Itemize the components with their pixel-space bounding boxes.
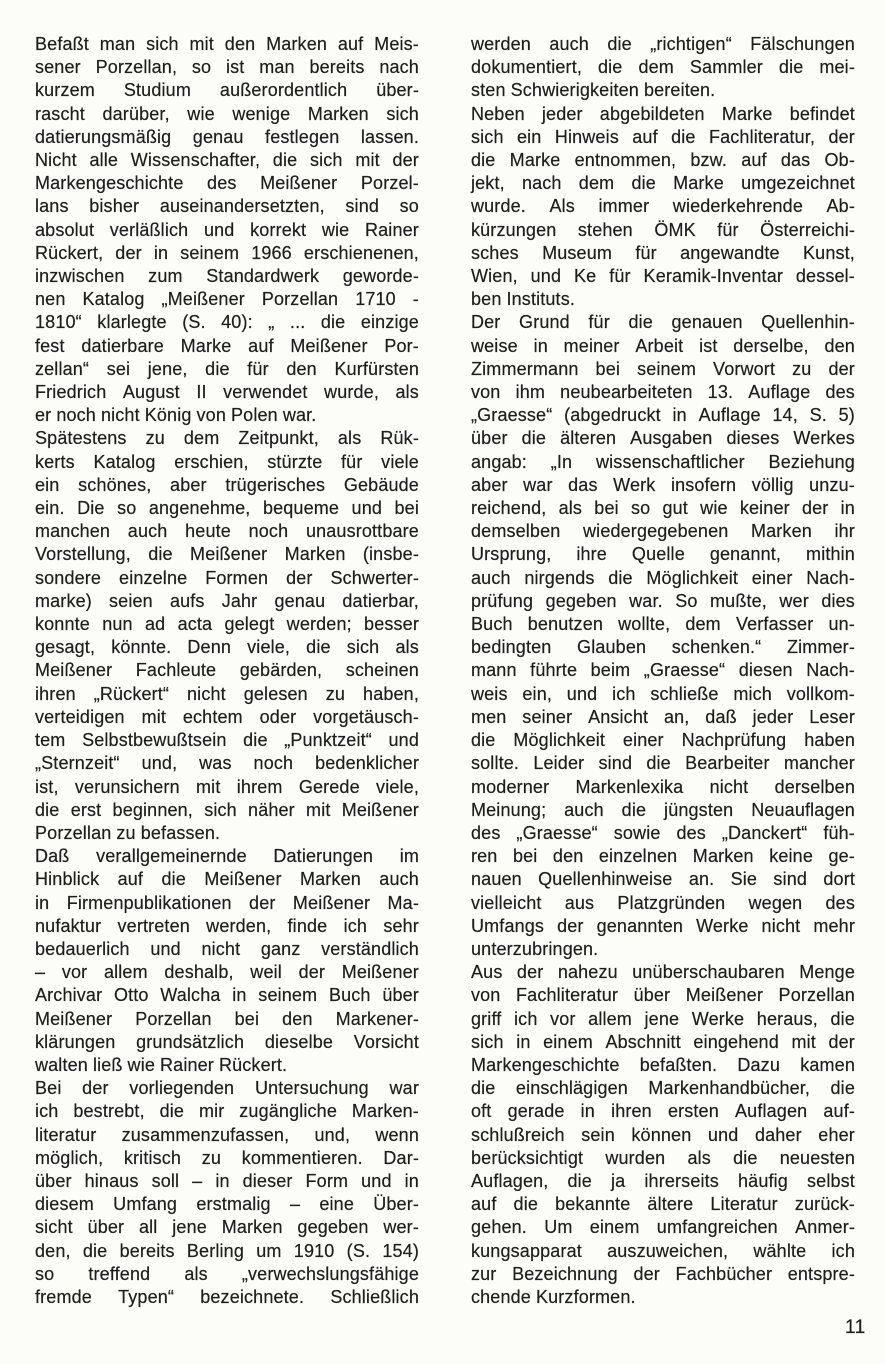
text-line: Buch benutzen wollte, dem Verfasser un- xyxy=(471,614,855,635)
text-line: fremde Typen“ bezeichnete. Schließlich xyxy=(35,1286,419,1307)
text-line: dokumentiert, die dem Sammler die mei- xyxy=(471,57,855,78)
text-line: Aus der nahezu unüberschaubaren Menge xyxy=(471,962,855,983)
text-line: konnte nun ad acta gelegt werden; besser xyxy=(35,614,419,635)
text-line: den, die bereits Berling um 1910 (S. 154) xyxy=(35,1240,419,1261)
text-line: Umfangs der genannten Werke nicht mehr xyxy=(471,915,855,936)
text-line: ein schönes, aber trügerisches Gebäude xyxy=(35,474,419,495)
paragraph xyxy=(471,961,855,1309)
text-line: chende Kurzformen. xyxy=(471,1286,636,1307)
text-line: aber war das Werk insofern völlig unzu- xyxy=(471,474,855,495)
text-line: lans bisher auseinandersetzten, sind so xyxy=(35,196,419,217)
text-line: sollte. Leider sind die Bearbeiter mancher xyxy=(471,753,855,774)
text-line: in Firmenpublikationen der Meißener Ma- xyxy=(35,892,419,913)
paragraph xyxy=(471,311,855,961)
text-line: verteidigen mit echtem oder vorgetäusch- xyxy=(35,706,419,727)
text-columns xyxy=(35,33,855,1309)
text-line: so treffend als „verwechslungsfähige xyxy=(35,1263,419,1284)
text-line: Archivar Otto Walcha in seinem Buch über xyxy=(35,985,419,1006)
text-line: die Marke entnommen, bzw. auf das Ob- xyxy=(471,150,855,171)
paragraph xyxy=(35,33,419,427)
text-line: zellan“ sei jene, die für den Kurfürsten xyxy=(35,358,419,379)
text-line: literatur zusammenzufassen, und, wenn xyxy=(35,1124,419,1145)
paragraph xyxy=(471,103,855,312)
text-line: sicht über all jene Marken gegeben wer- xyxy=(35,1217,419,1238)
text-line: moderner Markenlexika nicht derselben xyxy=(471,776,855,797)
text-line: Meißener Fachleute gebärden, scheinen xyxy=(35,660,419,681)
text-line: diesem Umfang erstmalig – eine Über- xyxy=(35,1194,419,1215)
text-line: Neben jeder abgebildeten Marke befindet xyxy=(471,103,855,124)
text-line: jekt, nach dem die Marke umgezeichnet xyxy=(471,173,855,194)
text-line: er noch nicht König von Polen war. xyxy=(35,405,317,426)
text-line: oft gerade in ihren ersten Auflagen auf- xyxy=(471,1101,855,1122)
text-line: „Sternzeit“ und, was noch bedenklicher xyxy=(35,753,419,774)
text-line: kungsapparat auszuweichen, wählte ich xyxy=(471,1240,855,1261)
text-line: schlußreich sein können und daher eher xyxy=(471,1124,855,1145)
text-line: zur Bezeichnung der Fachbücher entspre- xyxy=(471,1263,855,1284)
text-line: marke) seien aufs Jahr genau datierbar, xyxy=(35,590,419,611)
text-line: mann führte beim „Graesse“ diesen Nach- xyxy=(471,660,855,681)
text-line: rascht darüber, wie wenige Marken sich xyxy=(35,103,419,124)
text-line: sener Porzellan, so ist man bereits nach xyxy=(35,57,419,78)
text-line: die Möglichkeit einer Nachprüfung haben xyxy=(471,730,855,751)
text-line: ist, verunsichern mit ihrem Gerede viele, xyxy=(35,776,419,797)
right-column xyxy=(471,33,855,1309)
text-line: Wien, und Ke für Keramik-Inventar dessel- xyxy=(471,266,855,287)
text-line: sondere einzelne Formen der Schwerter- xyxy=(35,567,419,588)
text-line: absolut verläßlich und korrekt wie Rainer xyxy=(35,219,419,240)
text-line: Nicht alle Wissenschafter, die sich mit der xyxy=(35,150,419,171)
text-line: nauen Quellenhinweise an. Sie sind dort xyxy=(471,869,855,890)
text-line: Hinblick auf die Meißener Marken auch xyxy=(35,869,419,890)
text-line: manchen auch heute noch unausrottbare xyxy=(35,521,419,542)
text-line: nufaktur vertreten werden, finde ich sehr xyxy=(35,915,419,936)
text-line: unterzubringen. xyxy=(471,938,599,959)
text-line: Zimmermann bei seinem Vorwort zu der xyxy=(471,358,855,379)
text-line: gesagt, könnte. Denn viele, die sich als xyxy=(35,637,419,658)
text-line: griff ich vor allem jene Werke heraus, die xyxy=(471,1008,855,1029)
text-line: wurde. Als immer wiederkehrende Ab- xyxy=(471,196,855,217)
text-line: auch nirgends die Möglichkeit einer Nach- xyxy=(471,567,855,588)
text-line: Bei der vorliegenden Untersuchung war xyxy=(35,1078,419,1099)
paragraph xyxy=(35,845,419,1077)
text-line: bedauerlich und nicht ganz verständlich xyxy=(35,938,419,959)
text-line: ihren „Rückert“ nicht gelesen zu haben, xyxy=(35,683,419,704)
text-line: von Fachliteratur über Meißener Porzellan xyxy=(471,985,855,1006)
text-line: weise in meiner Arbeit ist derselbe, den xyxy=(471,335,855,356)
text-line: des „Graesse“ sowie des „Danckert“ füh- xyxy=(471,822,855,843)
text-line: fest datierbare Marke auf Meißener Por- xyxy=(35,335,419,356)
text-line: prüfung gegeben war. So mußte, wer dies xyxy=(471,590,855,611)
text-line: berücksichtigt wurden als die neuesten xyxy=(471,1147,855,1168)
text-line: Vorstellung, die Meißener Marken (insbe- xyxy=(35,544,419,565)
text-line: werden auch die „richtigen“ Fälschungen xyxy=(471,34,855,54)
text-line: ren bei den einzelnen Marken keine ge- xyxy=(471,846,855,867)
text-line: bedingten Glauben schenken.“ Zimmer- xyxy=(471,637,855,658)
text-line: Porzellan zu befassen. xyxy=(35,822,221,843)
text-line: 1810“ klarlegte (S. 40): „ ... die einzige xyxy=(35,312,419,333)
text-line: die einschlägigen Markenhandbücher, die xyxy=(471,1078,855,1099)
text-line: demselben wiedergegebenen Marken ihr xyxy=(471,521,855,542)
text-line: Markengeschichte befaßten. Dazu kamen xyxy=(471,1054,855,1075)
text-line: ich bestrebt, die mir zugängliche Marken- xyxy=(35,1101,419,1122)
text-line: sich in einem Abschnitt eingehend mit der xyxy=(471,1031,855,1052)
text-line: sches Museum für angewandte Kunst, xyxy=(471,242,855,263)
text-line: von ihm neubearbeiteten 13. Auflage des xyxy=(471,382,855,403)
text-line: Rückert, der in seinem 1966 erschienenen, xyxy=(35,242,419,263)
text-line: – vor allem deshalb, weil der Meißener xyxy=(35,962,419,983)
text-line: datierungsmäßig genau festlegen lassen. xyxy=(35,126,419,147)
paragraph xyxy=(35,427,419,845)
text-line: Auflagen, die ja ihrerseits häufig selbst xyxy=(471,1170,855,1191)
text-line: sten Schwierigkeiten bereiten. xyxy=(471,80,716,101)
text-line: kerts Katalog erschien, stürzte für viele xyxy=(35,451,419,472)
page-number: 11 xyxy=(845,1317,866,1338)
text-line: Der Grund für die genauen Quellenhin- xyxy=(471,312,855,333)
text-line: Befaßt man sich mit den Marken auf Meis- xyxy=(35,34,419,54)
text-line: gehen. Um einem umfangreichen Anmer- xyxy=(471,1217,855,1238)
text-line: reichend, als bei so gut wie keiner der in xyxy=(471,498,855,519)
text-line: men seiner Ansicht an, daß jeder Leser xyxy=(471,706,855,727)
text-line: tem Selbstbewußtsein die „Punktzeit“ und xyxy=(35,730,419,751)
text-line: vielleicht aus Platzgründen wegen des xyxy=(471,892,855,913)
text-line: über die älteren Ausgaben dieses Werkes xyxy=(471,428,855,449)
left-column xyxy=(35,33,419,1309)
text-line: weis ein, und ich schließe mich vollkom- xyxy=(471,683,855,704)
text-line: sich ein Hinweis auf die Fachliteratur, der xyxy=(471,126,855,147)
text-line: Meinung; auch die jüngsten Neuauflagen xyxy=(471,799,855,820)
text-line: ben Instituts. xyxy=(471,289,576,310)
text-line: Markengeschichte des Meißener Porzel- xyxy=(35,173,419,194)
text-line: Friedrich August II verwendet wurde, als xyxy=(35,382,419,403)
text-line: Ursprung, ihre Quelle genannt, mithin xyxy=(471,544,855,565)
text-line: Meißener Porzellan bei den Markener- xyxy=(35,1008,419,1029)
text-line: nen Katalog „Meißener Porzellan 1710 - xyxy=(35,289,419,310)
text-line: walten ließ wie Rainer Rückert. xyxy=(35,1054,288,1075)
text-line: ein. Die so angenehme, bequeme und bei xyxy=(35,498,419,519)
text-line: kürzungen stehen ÖMK für Österreichi- xyxy=(471,219,855,240)
text-line: Spätestens zu dem Zeitpunkt, als Rük- xyxy=(35,428,419,449)
text-line: angab: „In wissenschaftlicher Beziehung xyxy=(471,451,855,472)
text-line: möglich, kritisch zu kommentieren. Dar- xyxy=(35,1147,419,1168)
text-line: kurzem Studium außerordentlich über- xyxy=(35,80,419,101)
text-line: inzwischen zum Standardwerk geworde- xyxy=(35,266,419,287)
paragraph xyxy=(471,33,855,103)
text-line: „Graesse“ (abgedruckt in Auflage 14, S. 5) xyxy=(471,405,855,426)
paragraph xyxy=(35,1077,419,1309)
text-line: Daß verallgemeinernde Datierungen im xyxy=(35,846,419,867)
text-line: über hinaus soll – in dieser Form und in xyxy=(35,1170,419,1191)
text-line: klärungen grundsätzlich dieselbe Vorsicht xyxy=(35,1031,419,1052)
text-line: die erst beginnen, sich näher mit Meißener xyxy=(35,799,419,820)
text-line: auf die bekannte ältere Literatur zurück- xyxy=(471,1194,855,1215)
